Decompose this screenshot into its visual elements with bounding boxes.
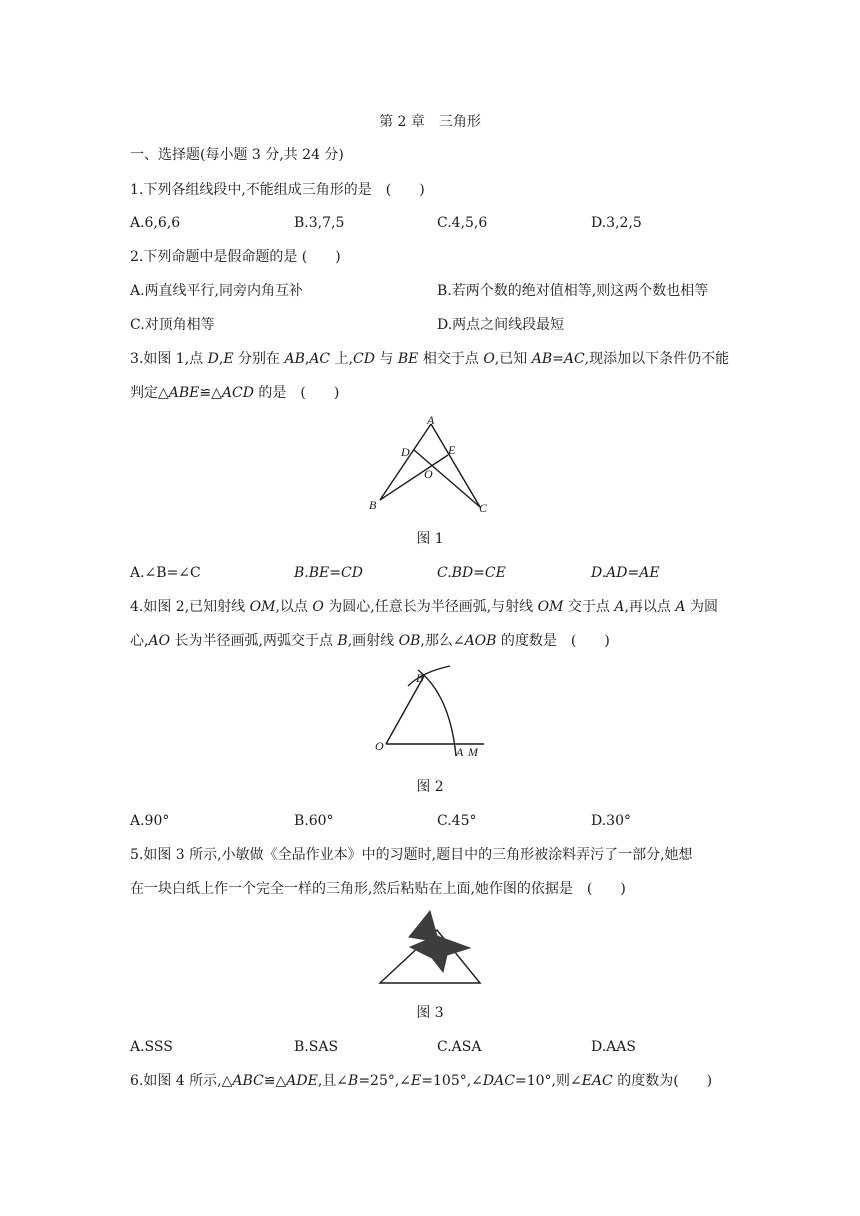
q3-option-a: A.∠B=∠C xyxy=(130,565,201,581)
q1-option-b: B.3,7,5 xyxy=(294,215,345,231)
fig2-label-o: O xyxy=(375,739,384,753)
q5-option-a: A.SSS xyxy=(130,1039,173,1055)
q1-option-c: C.4,5,6 xyxy=(437,215,488,231)
fig1-label-o: O xyxy=(424,467,433,481)
q4-option-c: C.45° xyxy=(437,813,477,829)
q2-option-c: C.对顶角相等 xyxy=(130,317,215,333)
section-heading: 一、选择题(每小题 3 分,共 24 分) xyxy=(130,147,344,163)
fig1-label-c: C xyxy=(479,501,488,515)
q1-option-d: D.3,2,5 xyxy=(591,215,642,231)
figure-1-caption: 图 1 xyxy=(416,531,444,547)
figure-3-caption: 图 3 xyxy=(416,1005,444,1021)
q5-option-b: B.SAS xyxy=(294,1039,339,1055)
question-5-line-1: 5.如图 3 所示,小敏做《全品作业本》中的习题时,题目中的三角形被涂料弄污了一部分,她想 xyxy=(130,847,693,863)
fig1-label-e: E xyxy=(448,443,456,457)
fig1-label-b: B xyxy=(369,498,377,512)
fig1-label-d: D xyxy=(401,445,410,459)
q2-option-d: D.两点之间线段最短 xyxy=(437,317,565,333)
figure-2-caption: 图 2 xyxy=(416,779,444,795)
q1-option-a: A.6,6,6 xyxy=(130,215,181,231)
q4-option-b: B.60° xyxy=(294,813,334,829)
fig2-label-m: M xyxy=(468,745,478,759)
q5-option-c: C.ASA xyxy=(437,1039,482,1055)
q5-option-d: D.AAS xyxy=(591,1039,636,1055)
question-4-line-2: 心,AO 长为半径画弧,两弧交于点 B,画射线 OB,那么∠AOB 的度数是 ( ) xyxy=(130,633,610,649)
q3-option-c: C.BD=CE xyxy=(437,565,506,581)
question-1-stem: 1.下列各组线段中,不能组成三角形的是 ( ) xyxy=(130,182,425,198)
q4-option-d: D.30° xyxy=(591,813,631,829)
q3-option-b: B.BE=CD xyxy=(294,565,363,581)
figure-3-diagram xyxy=(375,908,485,988)
fig2-label-b: B xyxy=(416,671,424,685)
question-6-line-1: 6.如图 4 所示,△ABC≌△ADE,且∠B=25°,∠E=105°,∠DAC=10°,则∠EAC 的度数为( ) xyxy=(130,1073,713,1089)
fig1-label-a: A xyxy=(427,413,435,427)
q2-option-b: B.若两个数的绝对值相等,则这两个数也相等 xyxy=(437,283,709,299)
question-5-line-2: 在一块白纸上作一个完全一样的三角形,然后粘贴在上面,她作图的依据是 ( ) xyxy=(130,881,626,897)
question-3-line-1: 3.如图 1,点 D,E 分别在 AB,AC 上,CD 与 BE 相交于点 O,已知 AB=AC,现添加以下条件仍不能 xyxy=(130,351,730,367)
q4-option-a: A.90° xyxy=(130,813,170,829)
page-title: 第 2 章 三角形 xyxy=(379,114,481,130)
q2-option-a: A.两直线平行,同旁内角互补 xyxy=(130,283,304,299)
ink-blot-icon xyxy=(409,911,470,972)
figure-1-diagram xyxy=(360,410,500,520)
fig2-label-a: A xyxy=(456,745,464,759)
q3-option-d: D.AD=AE xyxy=(591,565,660,581)
question-2-stem: 2.下列命题中是假命题的是 ( ) xyxy=(130,249,341,265)
question-3-line-2: 判定△ABE≌△ACD 的是 ( ) xyxy=(130,385,340,401)
question-4-line-1: 4.如图 2,已知射线 OM,以点 O 为圆心,任意长为半径画弧,与射线 OM 交于点 A,再以点 A 为圆 xyxy=(130,599,718,615)
figure-2-diagram xyxy=(370,660,490,765)
